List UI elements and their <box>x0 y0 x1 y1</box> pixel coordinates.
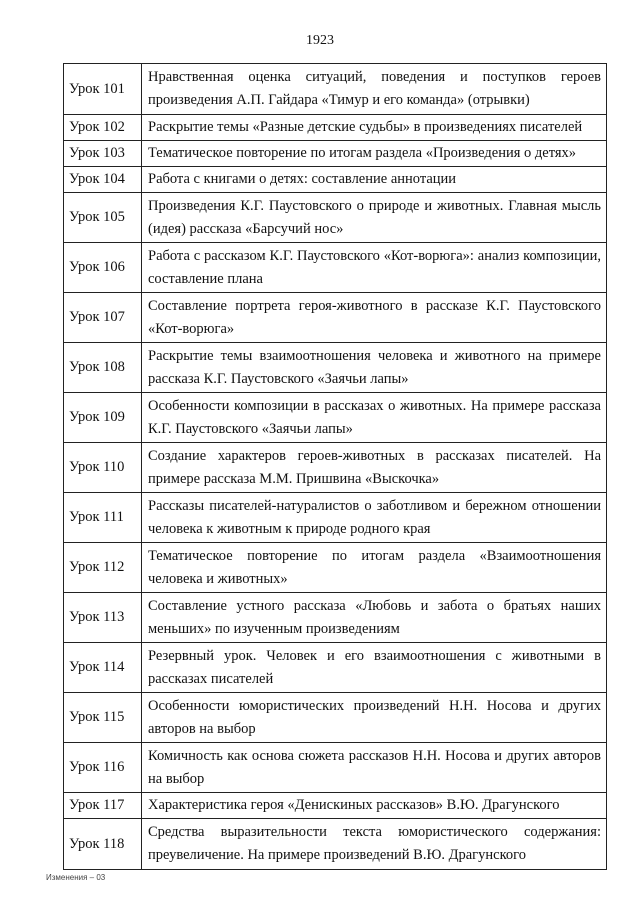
lesson-number: Урок 107 <box>64 293 142 343</box>
lesson-topic: Особенности юмористических произведений Н.Н. Носова и других авторов на выбор <box>142 693 607 743</box>
table-row <box>64 141 607 167</box>
page-number: 1923 <box>306 33 334 48</box>
lesson-number: Урок 118 <box>64 819 142 870</box>
table-row <box>64 115 607 141</box>
table-row <box>64 193 607 243</box>
table-row <box>64 819 607 870</box>
lesson-topic: Тематическое повторение по итогам раздела «Взаимоотношения человека и животных» <box>142 543 607 593</box>
lesson-topic: Нравственная оценка ситуаций, поведения и поступков героев произведения А.П. Гайдара «Тимур и его команда» (отрывки) <box>142 64 607 115</box>
lesson-number: Урок 114 <box>64 643 142 693</box>
lesson-topic: Раскрытие темы «Разные детские судьбы» в произведениях писателей <box>142 115 607 141</box>
table-row <box>64 343 607 393</box>
table-row <box>64 743 607 793</box>
lesson-topic: Произведения К.Г. Паустовского о природе и животных. Главная мысль (идея) рассказа «Барсучий нос» <box>142 193 607 243</box>
lesson-topic: Тематическое повторение по итогам раздела «Произведения о детях» <box>142 141 607 167</box>
lesson-topic: Составление портрета героя-животного в рассказе К.Г. Паустовского «Кот-ворюга» <box>142 293 607 343</box>
lesson-number: Урок 117 <box>64 793 142 819</box>
lesson-topic: Создание характеров героев-животных в рассказах писателей. На примере рассказа М.М. Пришвина «Выскочка» <box>142 443 607 493</box>
table-row <box>64 393 607 443</box>
table-row <box>64 693 607 743</box>
table-row <box>64 593 607 643</box>
lesson-number: Урок 113 <box>64 593 142 643</box>
lesson-number: Урок 110 <box>64 443 142 493</box>
lesson-topic: Работа с рассказом К.Г. Паустовского «Кот-ворюга»: анализ композиции, составление плана <box>142 243 607 293</box>
lesson-number: Урок 109 <box>64 393 142 443</box>
lesson-number: Урок 103 <box>64 141 142 167</box>
table-row <box>64 167 607 193</box>
lesson-topic: Рассказы писателей-натуралистов о заботливом и бережном отношении человека к животным к природе родного края <box>142 493 607 543</box>
lesson-number: Урок 102 <box>64 115 142 141</box>
table-row <box>64 493 607 543</box>
lesson-topic: Комичность как основа сюжета рассказов Н.Н. Носова и других авторов на выбор <box>142 743 607 793</box>
lesson-topic: Характеристика героя «Денискиных рассказов» В.Ю. Драгунского <box>142 793 607 819</box>
lesson-topic: Особенности композиции в рассказах о животных. На примере рассказа К.Г. Паустовского «Заячьи лапы» <box>142 393 607 443</box>
table-row <box>64 64 607 115</box>
lesson-table <box>63 63 607 870</box>
lesson-number: Урок 101 <box>64 64 142 115</box>
lesson-number: Урок 104 <box>64 167 142 193</box>
lesson-number: Урок 112 <box>64 543 142 593</box>
lesson-number: Урок 116 <box>64 743 142 793</box>
lesson-topic: Работа с книгами о детях: составление аннотации <box>142 167 607 193</box>
lesson-number: Урок 108 <box>64 343 142 393</box>
lesson-topic: Резервный урок. Человек и его взаимоотношения с животными в рассказах писателей <box>142 643 607 693</box>
table-row <box>64 793 607 819</box>
lesson-topic: Раскрытие темы взаимоотношения человека и животного на примере рассказа К.Г. Паустовского «Заячьи лапы» <box>142 343 607 393</box>
table-row <box>64 243 607 293</box>
table-row <box>64 543 607 593</box>
table-row <box>64 293 607 343</box>
lesson-topic: Составление устного рассказа «Любовь и забота о братьях наших меньших» по изученным произведениям <box>142 593 607 643</box>
footer-note: Изменения – 03 <box>46 873 106 882</box>
table-row <box>64 643 607 693</box>
lesson-number: Урок 106 <box>64 243 142 293</box>
table-row <box>64 443 607 493</box>
lesson-number: Урок 115 <box>64 693 142 743</box>
lesson-number: Урок 111 <box>64 493 142 543</box>
lesson-topic: Средства выразительности текста юмористического содержания: преувеличение. На примере произведений В.Ю. Драгунского <box>142 819 607 870</box>
lesson-number: Урок 105 <box>64 193 142 243</box>
